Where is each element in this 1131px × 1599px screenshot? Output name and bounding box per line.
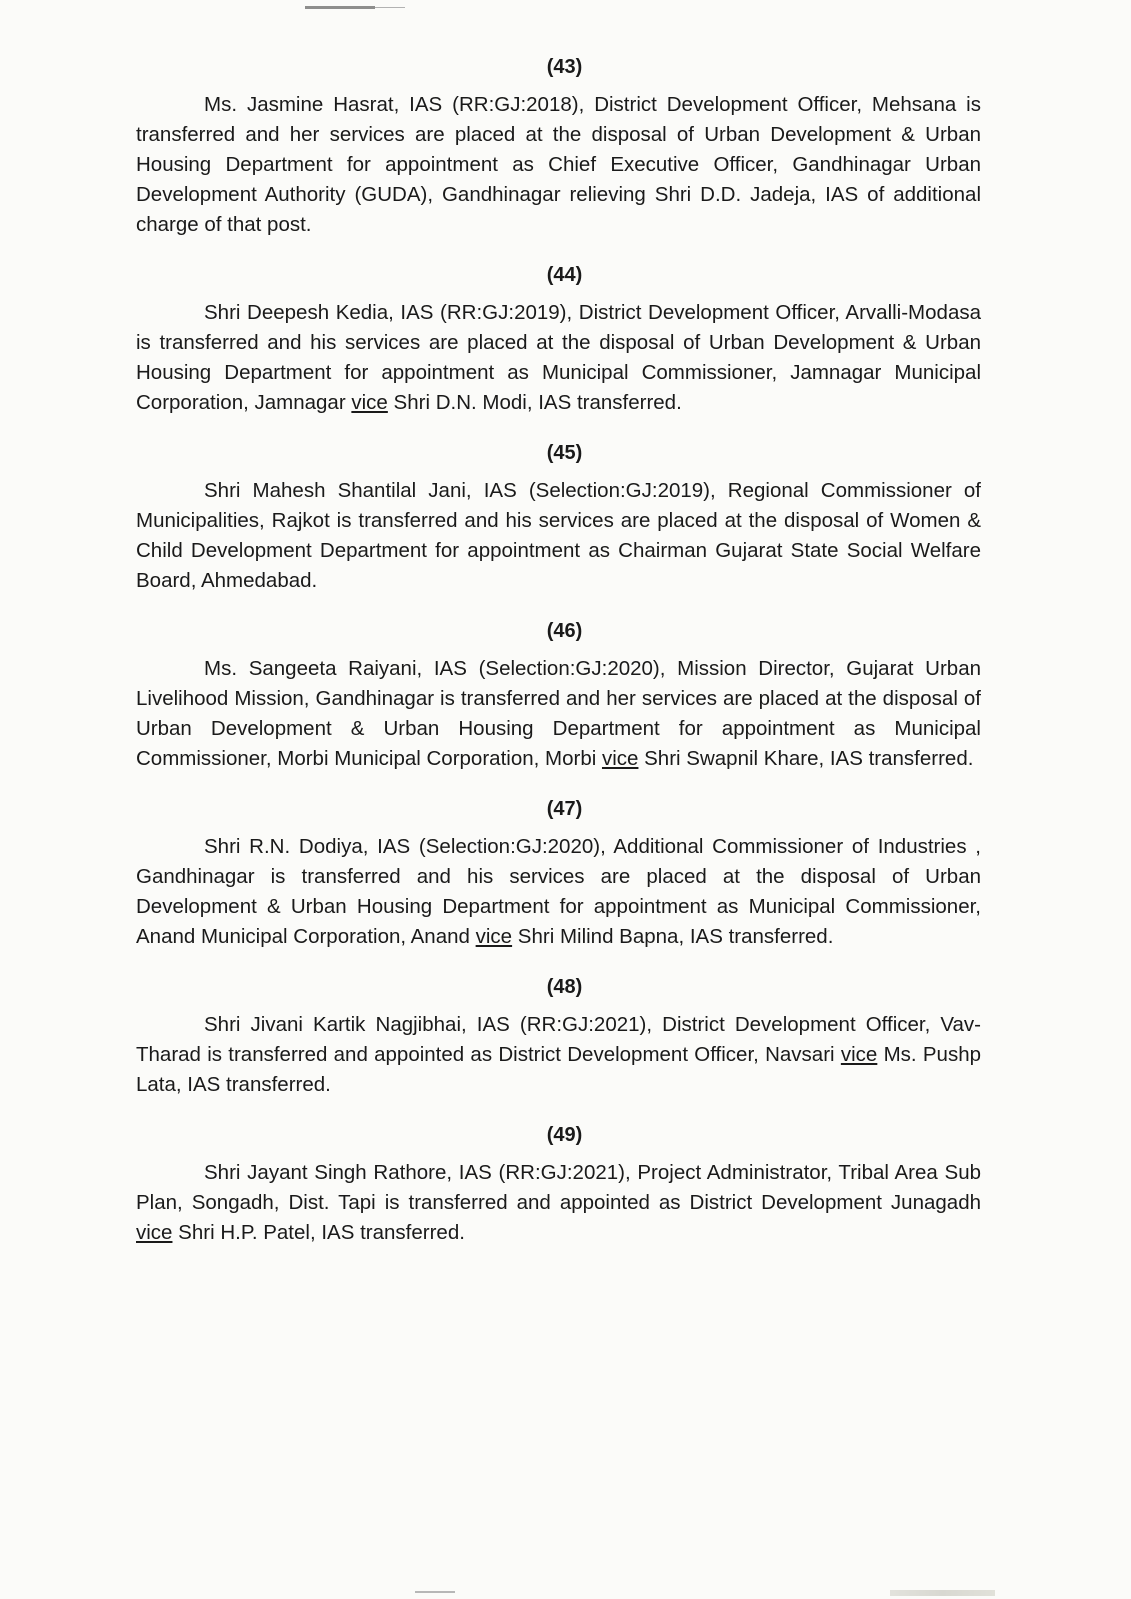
section-number: (47) <box>546 798 583 820</box>
section-paragraph <box>136 298 981 418</box>
section-paragraph <box>136 90 981 240</box>
paragraph-text: Ms. Sangeeta Raiyani, IAS (Selection:GJ:2020), Mission Director, Gujarat Urban Livelihood Mission, Gandhinagar is transferred and her services are placed at the disposal of Urban Development & Urban Housing Department for appointment as Municipal Commissioner, Morbi Municipal Corporation, Morbi <box>136 657 981 770</box>
vice-word: vice <box>136 1221 173 1244</box>
scan-artifact <box>415 1591 455 1593</box>
vice-word: vice <box>601 747 639 770</box>
paragraph-text: Shri Mahesh Shantilal Jani, IAS (Selection:GJ:2019), Regional Commissioner of Municipalities, Rajkot is transferred and his services are placed at the disposal of Women & Child Development Department for appointment as Chairman Gujarat State Social Welfare Board, Ahmedabad. <box>136 479 981 592</box>
vice-word: vice <box>351 391 388 414</box>
paragraph-text: Shri Jayant Singh Rathore, IAS (RR:GJ:2021), Project Administrator, Tribal Area Sub Plan, Songadh, Dist. Tapi is transferred and appointed as District Development Junagadh <box>136 1161 981 1214</box>
section-number: (43) <box>546 56 583 78</box>
paragraph-text: Shri H.P. Patel, IAS transferred. <box>172 1221 465 1244</box>
paragraph-text: Ms. Pushp Lata, IAS transferred. <box>136 1043 981 1096</box>
section-number: (49) <box>546 1124 583 1146</box>
paragraph-text: Shri Milind Bapna, IAS transferred. <box>512 925 834 948</box>
section-paragraph <box>136 1010 981 1100</box>
scan-artifact <box>890 1590 995 1596</box>
section-number: (46) <box>546 620 583 642</box>
paragraph-text: Shri D.N. Modi, IAS transferred. <box>387 391 682 414</box>
paragraph-text: Shri Jivani Kartik Nagjibhai, IAS (RR:GJ:2021), District Development Officer, Vav-Tharad is transferred and appointed as District Development Officer, Navsari <box>136 1013 981 1066</box>
scan-artifact <box>305 6 375 9</box>
document-body <box>136 52 981 1268</box>
section-paragraph <box>136 832 981 952</box>
paragraph-text: Shri R.N. Dodiya, IAS (Selection:GJ:2020), Additional Commissioner of Industries , Gandhinagar is transferred and his services are placed at the disposal of Urban Development & Urban Housing Department for appointment as Municipal Commissioner, Anand Municipal Corporation, Anand <box>136 835 981 948</box>
paragraph-text: Ms. Jasmine Hasrat, IAS (RR:GJ:2018), District Development Officer, Mehsana is transferred and her services are placed at the disposal of Urban Development & Urban Housing Department for appointment as Chief Executive Officer, Gandhinagar Urban Development Authority (GUDA), Gandhinagar relieving Shri D.D. Jadeja, IAS of additional charge of that post. <box>136 93 981 236</box>
section-paragraph <box>136 654 981 774</box>
section-number: (44) <box>546 264 583 286</box>
paragraph-text: Shri Deepesh Kedia, IAS (RR:GJ:2019), District Development Officer, Arvalli-Modasa is transferred and his services are placed at the disposal of Urban Development & Urban Housing Department for appointment as Municipal Commissioner, Jamnagar Municipal Corporation, Jamnagar <box>136 301 981 414</box>
section-paragraph <box>136 476 981 596</box>
vice-word: vice <box>840 1043 878 1066</box>
section-number: (45) <box>546 442 583 464</box>
section-number: (48) <box>546 976 583 998</box>
section-paragraph <box>136 1158 981 1248</box>
paragraph-text: Shri Swapnil Khare, IAS transferred. <box>638 747 974 770</box>
vice-word: vice <box>475 925 513 948</box>
